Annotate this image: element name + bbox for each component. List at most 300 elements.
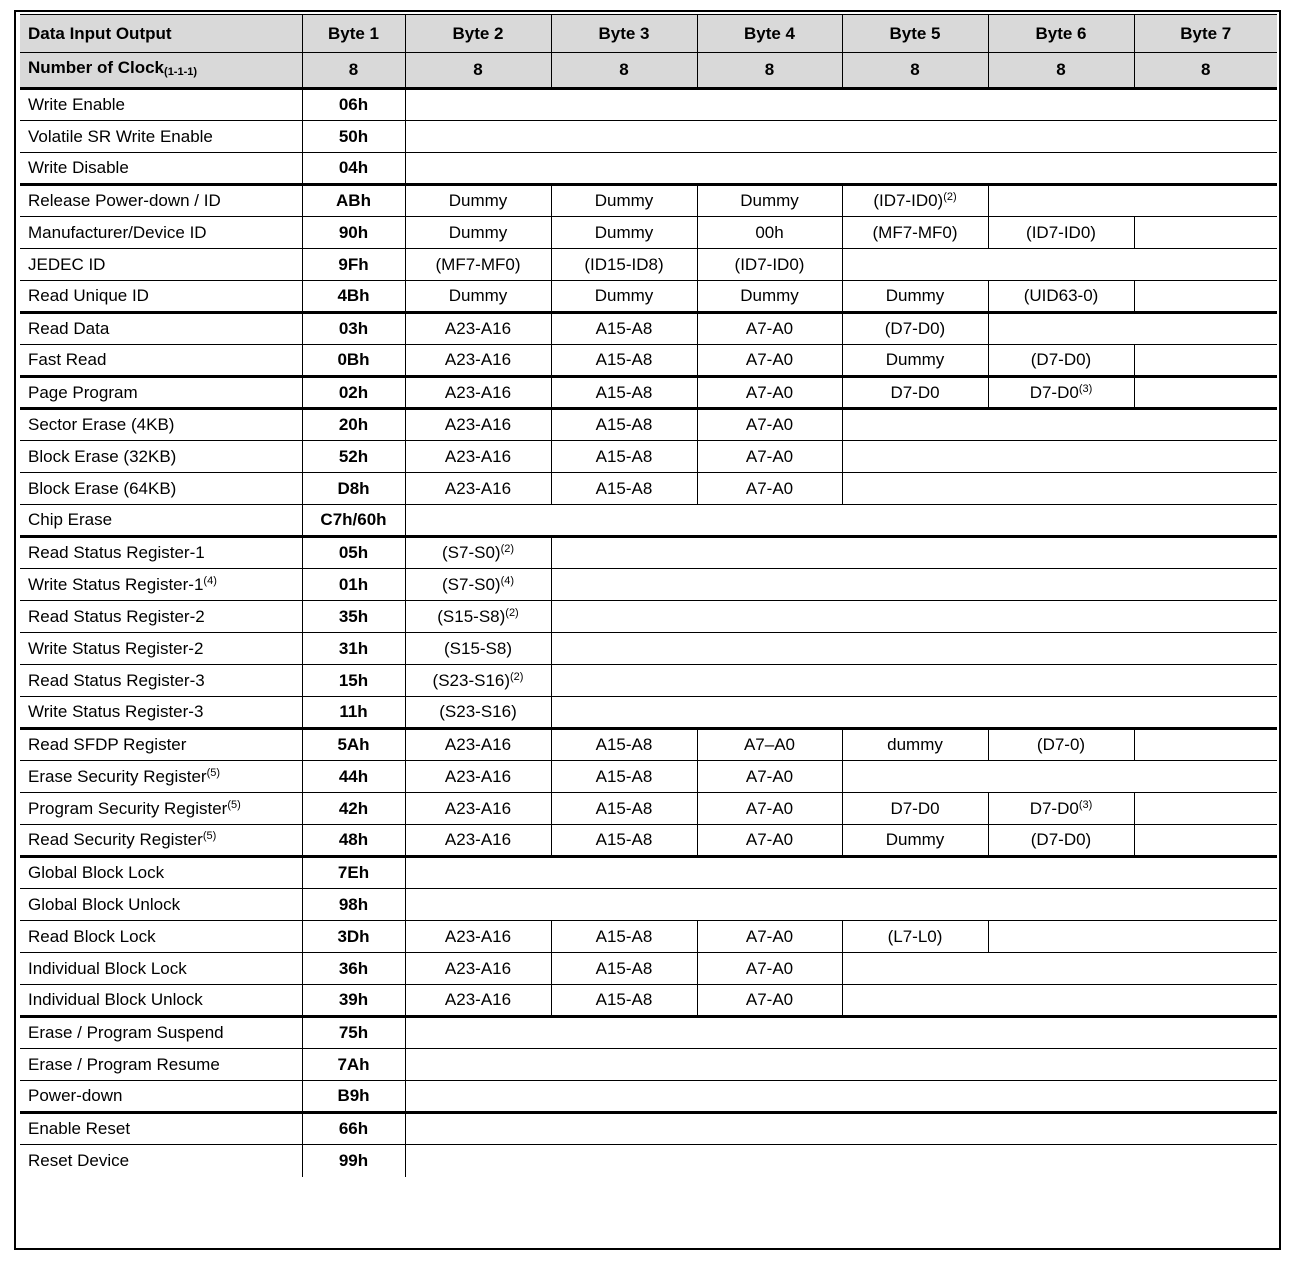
byte-cell [405, 729, 551, 761]
byte-cell [405, 569, 551, 601]
byte-value: Dummy [594, 222, 654, 242]
instruction-name-cell [20, 793, 302, 825]
byte-value: A7-A0 [745, 766, 794, 786]
byte-value: D7-D0 [1029, 382, 1079, 402]
empty-span-cell [405, 1113, 1277, 1145]
opcode-cell: 52h [302, 441, 405, 473]
byte-value: (S7-S0) [441, 543, 501, 562]
byte-value: A7-A0 [745, 350, 794, 369]
instruction-name: Sector Erase (4KB) [28, 415, 175, 434]
empty-span-cell [842, 473, 1277, 505]
byte-cell [697, 729, 842, 761]
empty-span-cell [405, 857, 1277, 889]
instruction-name: Power-down [28, 1086, 123, 1105]
empty-span-cell [405, 889, 1277, 921]
byte-value: A23-A16 [444, 798, 512, 818]
opcode-cell: 05h [302, 537, 405, 569]
clock-value: 8 [551, 53, 697, 89]
instruction-name-cell [20, 313, 302, 345]
instruction-name-cell [20, 633, 302, 665]
opcode-cell: 50h [302, 121, 405, 153]
header-cell: Byte 3 [551, 15, 697, 53]
byte-cell [842, 185, 988, 217]
byte-cell [842, 345, 988, 377]
instruction-name-cell [20, 377, 302, 409]
byte-value: A15-A8 [595, 926, 653, 946]
byte-cell [551, 473, 697, 505]
empty-span-cell [405, 89, 1277, 121]
instruction-name-cell [20, 473, 302, 505]
instruction-name: Write Status Register-1 [28, 574, 204, 594]
instruction-name-cell [20, 1017, 302, 1049]
empty-span-cell [551, 633, 1277, 665]
table-row [20, 985, 1277, 1017]
byte-value: A23-A16 [444, 926, 512, 946]
footnote-ref: (5) [206, 766, 221, 779]
instruction-name-cell [20, 153, 302, 185]
opcode-cell: 03h [302, 313, 405, 345]
opcode-cell: 5Ah [302, 729, 405, 761]
instruction-name: JEDEC ID [28, 254, 106, 274]
byte-value: Dummy [740, 286, 799, 305]
byte-value: A7-A0 [745, 926, 794, 946]
byte-cell [405, 825, 551, 857]
byte-value: 00h [755, 222, 784, 242]
byte-cell [405, 793, 551, 825]
empty-span-cell [551, 665, 1277, 697]
opcode-cell: 31h [302, 633, 405, 665]
byte-cell [551, 345, 697, 377]
empty-span-cell [988, 313, 1277, 345]
byte-cell [988, 377, 1134, 409]
byte-cell [842, 281, 988, 313]
instruction-name-cell [20, 89, 302, 121]
byte-cell [551, 761, 697, 793]
instruction-name: Manufacturer/Device ID [28, 222, 207, 242]
header-row [20, 15, 1277, 53]
byte-cell [405, 601, 551, 633]
table-row [20, 1145, 1277, 1177]
clock-label-cell [20, 53, 302, 89]
byte-cell [405, 665, 551, 697]
instruction-name-cell [20, 1145, 302, 1177]
byte-value: A15-A8 [595, 735, 653, 754]
byte-cell [405, 313, 551, 345]
byte-cell [405, 633, 551, 665]
instruction-name: Volatile SR Write Enable [28, 126, 213, 146]
empty-span-cell [405, 121, 1277, 153]
opcode-cell: 06h [302, 89, 405, 121]
byte-cell [842, 921, 988, 953]
byte-cell [697, 249, 842, 281]
byte-value: (S15-S8) [443, 638, 513, 658]
empty-span-cell [842, 761, 1277, 793]
byte-value: (UID63-0) [1023, 286, 1099, 305]
byte-value: (L7-L0) [887, 926, 943, 946]
byte-value: A7-A0 [745, 830, 794, 849]
byte-cell [551, 377, 697, 409]
byte-value: (MF7-MF0) [435, 254, 521, 274]
byte-value: D7-D0 [1029, 798, 1079, 818]
instruction-name: Write Status Register-3 [28, 702, 204, 721]
byte-cell [697, 473, 842, 505]
opcode-cell: 11h [302, 697, 405, 729]
table-row [20, 153, 1277, 185]
header-cell: Byte 5 [842, 15, 988, 53]
instruction-name: Write Status Register-2 [28, 638, 204, 658]
footnote-ref: (2) [505, 606, 519, 619]
clock-value: 8 [405, 53, 551, 89]
byte-value: A15-A8 [595, 446, 653, 466]
byte-cell [842, 313, 988, 345]
command-table-frame [14, 10, 1281, 1250]
byte-cell [405, 761, 551, 793]
byte-cell [697, 313, 842, 345]
byte-value: A23-A16 [444, 415, 512, 434]
empty-span-cell [842, 249, 1277, 281]
instruction-name-cell [20, 665, 302, 697]
byte-value: A15-A8 [595, 990, 653, 1009]
byte-cell [842, 729, 988, 761]
byte-cell [842, 793, 988, 825]
empty-span-cell [842, 985, 1277, 1017]
clock-value: 8 [1134, 53, 1277, 89]
byte-value: A15-A8 [595, 415, 653, 434]
byte-value: (D7-D0) [1030, 830, 1092, 849]
instruction-name: Write Disable [28, 158, 129, 177]
byte-value: (ID7-ID0) [1026, 222, 1096, 242]
byte-value: (ID7-ID0) [873, 191, 944, 210]
empty-span-cell [405, 1145, 1277, 1177]
byte-value: A7-A0 [745, 446, 794, 466]
byte-cell [551, 793, 697, 825]
instruction-name: Erase Security Register [28, 766, 207, 786]
footnote-ref: (2) [510, 670, 524, 683]
opcode-cell: 15h [302, 665, 405, 697]
instruction-name-cell [20, 697, 302, 729]
byte-value: A15-A8 [595, 798, 653, 818]
byte-value: (D7-0) [1036, 735, 1086, 754]
opcode-cell: B9h [302, 1081, 405, 1113]
instruction-name-cell [20, 281, 302, 313]
table-row [20, 729, 1277, 761]
byte-value: (MF7-MF0) [872, 222, 958, 242]
byte-value: A23-A16 [444, 478, 512, 498]
byte-cell [405, 473, 551, 505]
byte-value: A23-A16 [444, 446, 512, 466]
byte-value: A7-A0 [745, 415, 794, 434]
byte-cell [551, 985, 697, 1017]
instruction-name-cell [20, 761, 302, 793]
byte-cell [842, 377, 988, 409]
byte-cell [551, 729, 697, 761]
byte-cell [405, 409, 551, 441]
instruction-name: Individual Block Lock [28, 958, 187, 978]
byte-value: Dummy [594, 286, 654, 305]
table-row [20, 889, 1277, 921]
footnote-ref: (3) [1078, 382, 1093, 395]
table-row [20, 857, 1277, 889]
byte-value: Dummy [740, 191, 799, 210]
empty-span-cell [551, 537, 1277, 569]
byte-cell [551, 185, 697, 217]
instruction-name-cell [20, 729, 302, 761]
byte-value: A15-A8 [595, 958, 653, 978]
byte-value: A15-A8 [595, 382, 653, 402]
byte-value: (S23-S16) [439, 702, 517, 721]
byte-cell [988, 729, 1134, 761]
instruction-name-cell [20, 121, 302, 153]
opcode-cell: 9Fh [302, 249, 405, 281]
byte-value: (D7-D0) [884, 319, 946, 338]
byte-value: A15-A8 [595, 478, 653, 498]
instruction-name: Erase / Program Resume [28, 1054, 220, 1074]
empty-span-cell [1134, 729, 1277, 761]
opcode-cell: 20h [302, 409, 405, 441]
table-row [20, 121, 1277, 153]
instruction-name: Block Erase (32KB) [28, 446, 177, 466]
opcode-cell: D8h [302, 473, 405, 505]
empty-span-cell [551, 697, 1277, 729]
byte-value: A23-A16 [444, 350, 512, 369]
byte-cell [988, 345, 1134, 377]
byte-cell [697, 761, 842, 793]
table-row [20, 601, 1277, 633]
opcode-cell: 99h [302, 1145, 405, 1177]
byte-cell [551, 217, 697, 249]
byte-cell [405, 281, 551, 313]
byte-value: A23-A16 [444, 990, 512, 1009]
instruction-name: Read Block Lock [28, 926, 156, 946]
opcode-cell: 4Bh [302, 281, 405, 313]
opcode-cell: 04h [302, 153, 405, 185]
opcode-cell: ABh [302, 185, 405, 217]
instruction-name-cell [20, 953, 302, 985]
table-row [20, 537, 1277, 569]
byte-value: Dummy [448, 286, 508, 305]
header-cell: Byte 6 [988, 15, 1134, 53]
byte-value: (ID7-ID0) [734, 254, 805, 274]
instruction-name: Erase / Program Suspend [28, 1023, 224, 1042]
empty-span-cell [1134, 793, 1277, 825]
byte-value: (S7-S0) [441, 574, 501, 594]
instruction-name-cell [20, 921, 302, 953]
byte-cell [988, 217, 1134, 249]
opcode-cell: 98h [302, 889, 405, 921]
table-row [20, 345, 1277, 377]
clock-value: 8 [842, 53, 988, 89]
byte-value: A23-A16 [444, 735, 512, 754]
opcode-cell: 3Dh [302, 921, 405, 953]
byte-cell [405, 249, 551, 281]
table-row [20, 1049, 1277, 1081]
instruction-name-cell [20, 249, 302, 281]
instruction-name: Global Block Lock [28, 863, 165, 882]
byte-value: (S15-S8) [437, 606, 506, 626]
opcode-cell: 7Ah [302, 1049, 405, 1081]
byte-cell [405, 953, 551, 985]
byte-value: A15-A8 [595, 319, 653, 338]
byte-cell [842, 217, 988, 249]
table-body [20, 15, 1277, 1177]
empty-span-cell [1134, 377, 1277, 409]
opcode-cell: 44h [302, 761, 405, 793]
byte-cell [697, 441, 842, 473]
empty-span-cell [405, 153, 1277, 185]
byte-cell [551, 825, 697, 857]
byte-value: Dummy [885, 286, 945, 305]
instruction-name: Chip Erase [28, 510, 113, 529]
byte-cell [551, 921, 697, 953]
instruction-name-cell [20, 1081, 302, 1113]
byte-cell [551, 409, 697, 441]
byte-cell [551, 441, 697, 473]
byte-value: Dummy [885, 350, 945, 369]
header-cell: Data Input Output [20, 15, 302, 53]
byte-value: A23-A16 [444, 382, 512, 402]
empty-span-cell [1134, 281, 1277, 313]
table-row [20, 473, 1277, 505]
byte-cell [405, 217, 551, 249]
opcode-cell: 42h [302, 793, 405, 825]
instruction-name: Read Status Register-3 [28, 670, 205, 690]
opcode-cell: C7h/60h [302, 505, 405, 537]
opcode-cell: 35h [302, 601, 405, 633]
opcode-cell: 75h [302, 1017, 405, 1049]
byte-value: A7-A0 [745, 798, 794, 818]
byte-cell [697, 921, 842, 953]
instruction-name: Fast Read [28, 350, 107, 369]
byte-value: A23-A16 [444, 830, 512, 849]
byte-cell [697, 985, 842, 1017]
instruction-name: Write Enable [28, 95, 126, 114]
byte-cell [405, 921, 551, 953]
byte-value: A7-A0 [745, 958, 794, 978]
table-row [20, 409, 1277, 441]
instruction-name: Read Security Register [28, 830, 203, 849]
instruction-name: Block Erase (64KB) [28, 478, 177, 498]
byte-value: D7-D0 [890, 798, 940, 818]
byte-cell [405, 185, 551, 217]
byte-cell [551, 313, 697, 345]
instruction-name: Program Security Register [28, 798, 228, 818]
instruction-name: Read Status Register-1 [28, 543, 205, 562]
table-row [20, 505, 1277, 537]
table-row [20, 921, 1277, 953]
header-cell: Byte 2 [405, 15, 551, 53]
table-row [20, 761, 1277, 793]
empty-span-cell [842, 953, 1277, 985]
byte-cell [405, 985, 551, 1017]
empty-span-cell [551, 569, 1277, 601]
byte-value: Dummy [448, 222, 508, 242]
opcode-cell: 36h [302, 953, 405, 985]
instruction-name-cell [20, 505, 302, 537]
byte-value: A23-A16 [444, 319, 512, 338]
byte-cell [697, 793, 842, 825]
opcode-cell: 66h [302, 1113, 405, 1145]
byte-cell [405, 441, 551, 473]
empty-span-cell [1134, 825, 1277, 857]
empty-span-cell [1134, 345, 1277, 377]
instruction-name-cell [20, 185, 302, 217]
instruction-name: Read Status Register-2 [28, 606, 205, 626]
byte-value: Dummy [885, 830, 945, 849]
top-edge-fragment [0, 0, 1295, 6]
empty-span-cell [551, 601, 1277, 633]
byte-cell [988, 825, 1134, 857]
table-row [20, 313, 1277, 345]
byte-value: A7–A0 [743, 735, 796, 754]
table-row [20, 1113, 1277, 1145]
footnote-ref: (5) [227, 798, 241, 811]
instruction-name-cell [20, 1113, 302, 1145]
instruction-name: Release Power-down / ID [28, 191, 221, 210]
byte-value: A15-A8 [595, 350, 653, 369]
instruction-name: Read Unique ID [28, 286, 149, 305]
empty-span-cell [405, 505, 1277, 537]
opcode-cell: 0Bh [302, 345, 405, 377]
instruction-set-table [20, 14, 1277, 1177]
instruction-name-cell [20, 217, 302, 249]
instruction-name: Read Data [28, 319, 110, 338]
instruction-name-cell [20, 857, 302, 889]
byte-cell [551, 281, 697, 313]
footnote-ref: (4) [500, 574, 515, 587]
byte-cell [697, 953, 842, 985]
byte-cell [842, 825, 988, 857]
instruction-name-cell [20, 1049, 302, 1081]
table-row [20, 281, 1277, 313]
instruction-name-cell [20, 537, 302, 569]
byte-value: (S23-S16) [432, 670, 511, 690]
byte-cell [405, 345, 551, 377]
table-row [20, 1017, 1277, 1049]
opcode-cell: 02h [302, 377, 405, 409]
byte-value: A7-A0 [745, 990, 794, 1009]
byte-value: D7-D0 [890, 382, 940, 402]
header-cell: Byte 7 [1134, 15, 1277, 53]
byte-value: (ID15-ID8) [584, 254, 664, 274]
instruction-name-cell [20, 985, 302, 1017]
table-row [20, 633, 1277, 665]
byte-cell [405, 537, 551, 569]
empty-span-cell [988, 185, 1277, 217]
byte-cell [551, 953, 697, 985]
clock-label: Number of Clock [28, 58, 165, 77]
empty-span-cell [1134, 217, 1277, 249]
table-row [20, 1081, 1277, 1113]
byte-cell [405, 697, 551, 729]
instruction-name-cell [20, 569, 302, 601]
clock-value: 8 [302, 53, 405, 89]
footnote-ref: (4) [203, 574, 217, 587]
byte-cell [697, 217, 842, 249]
instruction-name: Reset Device [28, 1150, 130, 1170]
instruction-name-cell [20, 409, 302, 441]
byte-value: (D7-D0) [1030, 350, 1092, 369]
byte-cell [405, 377, 551, 409]
clock-value: 8 [988, 53, 1134, 89]
byte-value: Dummy [594, 191, 654, 210]
empty-span-cell [405, 1081, 1277, 1113]
table-row [20, 89, 1277, 121]
opcode-cell: 01h [302, 569, 405, 601]
table-row [20, 793, 1277, 825]
byte-value: A23-A16 [444, 958, 512, 978]
byte-value: Dummy [448, 191, 508, 210]
byte-value: A15-A8 [595, 766, 653, 786]
